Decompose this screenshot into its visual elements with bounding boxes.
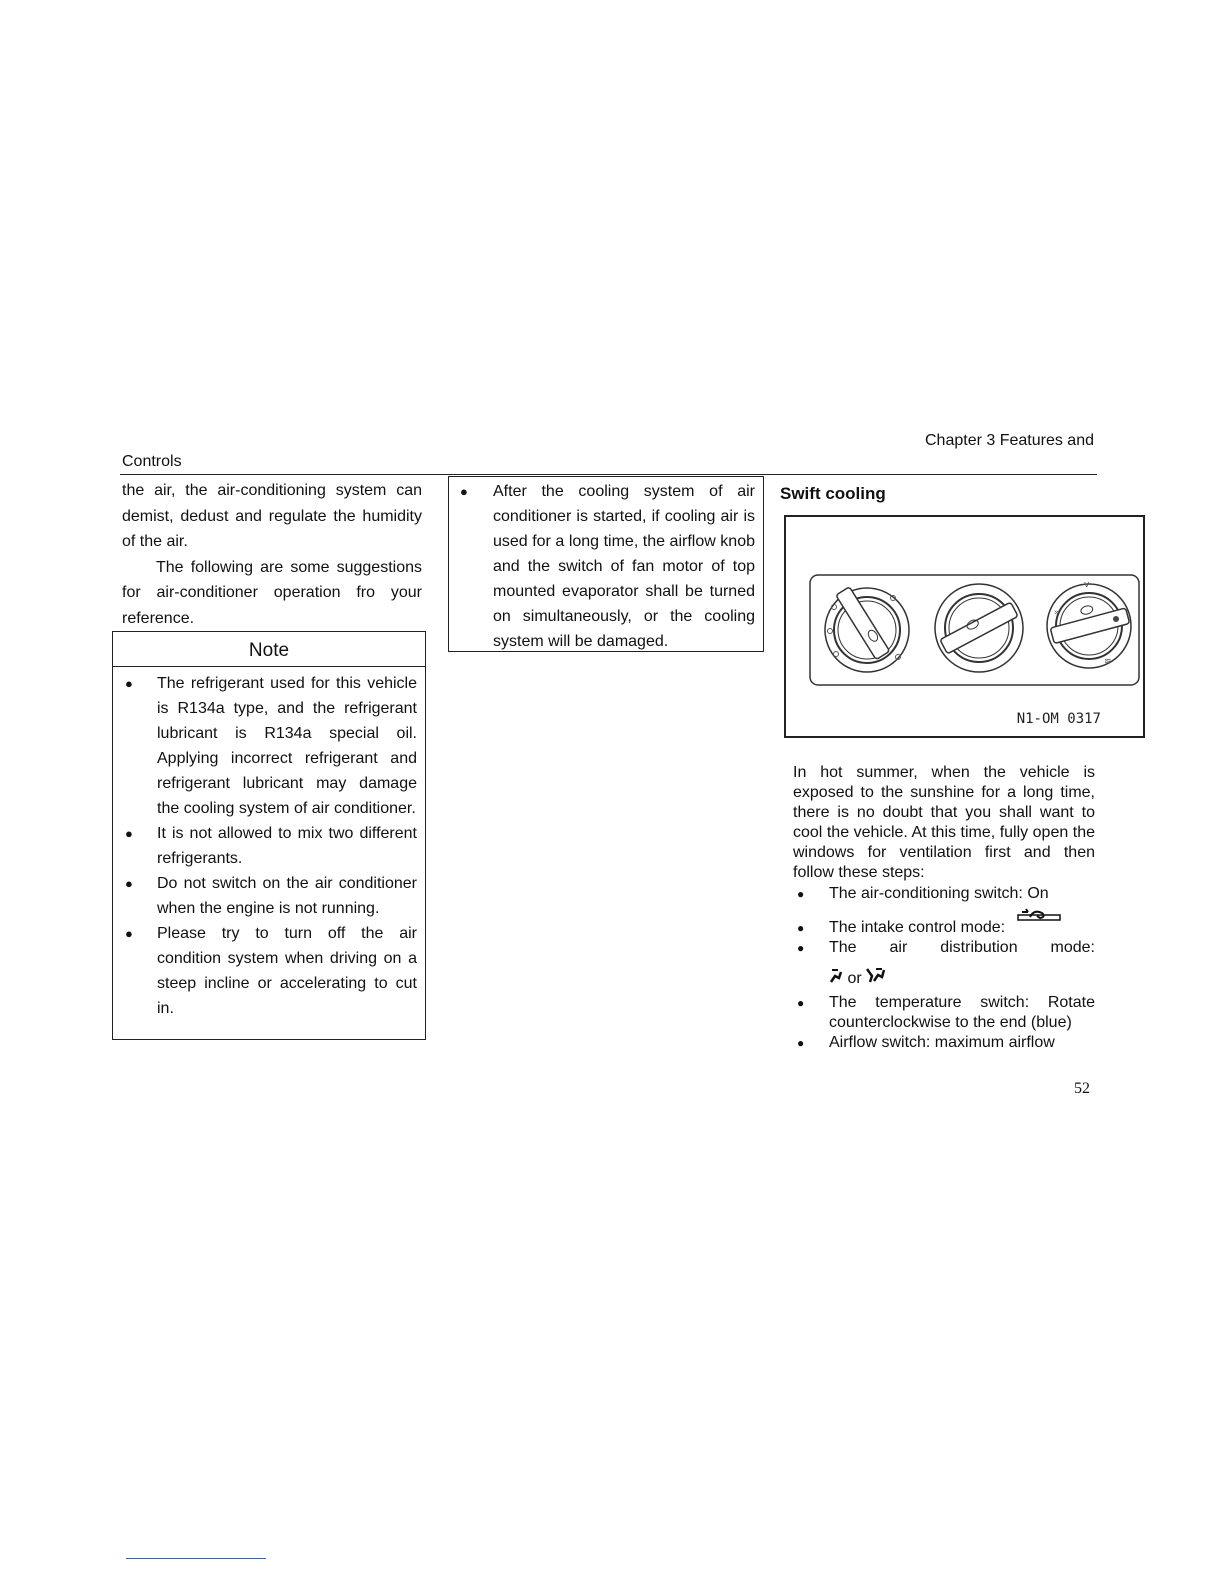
note-item-text: The refrigerant used for this vehicle is R134a type, and the refrigerant lubricant is R134a special oil. Applying incorrect refrigerant and refrigerant lubricant may damage the cooling system of air conditioner.: [157, 675, 417, 817]
air-distribution-knob-icon: [1047, 580, 1131, 668]
step-text: The air-conditioning switch: On: [829, 885, 1049, 902]
warning-box: [448, 476, 764, 652]
swift-cooling-body: [793, 763, 1095, 1053]
note-item: [113, 921, 417, 1021]
svg-text:»: »: [1054, 608, 1060, 618]
note-item-text: Do not switch on the air conditioner when the engine is not running.: [157, 875, 417, 917]
svg-text:v: v: [1084, 580, 1090, 590]
note-item: [113, 821, 417, 871]
face-foot-vent-icon: [866, 967, 886, 991]
svg-text:≋: ≋: [1104, 657, 1112, 667]
bullet-icon: ●: [125, 676, 133, 691]
bullet-icon: ●: [460, 484, 468, 499]
note-item-text: Please try to turn off the air condition system when driving on a steep incline or accelerating to cut in.: [157, 925, 417, 1017]
bullet-icon: ●: [797, 941, 805, 956]
step-item: [793, 884, 1095, 904]
intro-column: [122, 478, 422, 631]
page-number: 52: [1074, 1080, 1090, 1097]
note-title: Note: [113, 632, 425, 667]
figure-code: N1-OM 0317: [1016, 711, 1101, 727]
note-item: [113, 871, 417, 921]
header-rule: [120, 474, 1097, 475]
control-panel-figure: [784, 515, 1145, 738]
warning-text: After the cooling system of air conditioner is started, if cooling air is used for a long time, the airflow knob and the switch of fan motor of top mounted evaporator shall be turned on simultaneously, or the cooling system will be damaged.: [493, 483, 755, 650]
step-text: Airflow switch: maximum airflow: [829, 1034, 1055, 1052]
swift-cooling-intro: In hot summer, when the vehicle is exposed to the sunshine for a long time, there is no doubt that you shall want to cool the vehicle. At this time, fully open the windows for ventilation first and then follow these steps:: [793, 764, 1095, 881]
section-header: Controls: [122, 453, 182, 470]
footer-line: [126, 1558, 266, 1559]
bullet-icon: ●: [125, 926, 133, 941]
temperature-knob-icon: [825, 587, 909, 672]
step-item: [793, 993, 1095, 1033]
or-word: or: [847, 970, 862, 988]
steps-list: [793, 884, 1095, 1053]
step-text: The intake control mode:: [829, 919, 1006, 937]
recirculation-icon: [1016, 908, 1062, 928]
step-item: [793, 938, 1095, 991]
note-list: [113, 667, 425, 1021]
section-title: Swift cooling: [780, 484, 886, 503]
fan-speed-knob-icon: [935, 584, 1023, 672]
bullet-icon: ●: [797, 921, 805, 935]
face-vent-icon: [829, 968, 843, 990]
chapter-header: Chapter 3 Features and: [925, 432, 1094, 449]
step-item: [793, 918, 1095, 938]
suggestions-paragraph: The following are some suggestions for air-conditioner operation fro your reference.: [122, 558, 422, 627]
bullet-icon: ●: [125, 876, 133, 891]
note-box: [112, 631, 426, 1040]
step-text: The air distribution mode:: [829, 939, 1095, 957]
note-item-text: It is not allowed to mix two different refrigerants.: [157, 825, 417, 867]
climate-control-panel-illustration: [786, 517, 1143, 736]
bullet-icon: ●: [797, 887, 805, 901]
bullet-icon: ●: [797, 996, 805, 1011]
intro-paragraph: the air, the air-conditioning system can demist, dedust and regulate the humidity of the air.: [122, 482, 422, 550]
note-item: [113, 671, 417, 821]
step-item: [793, 1033, 1095, 1053]
step-text: The temperature switch: Rotate counterclockwise to the end (blue): [829, 994, 1095, 1032]
bullet-icon: ●: [125, 826, 133, 841]
bullet-icon: ●: [797, 1036, 805, 1051]
